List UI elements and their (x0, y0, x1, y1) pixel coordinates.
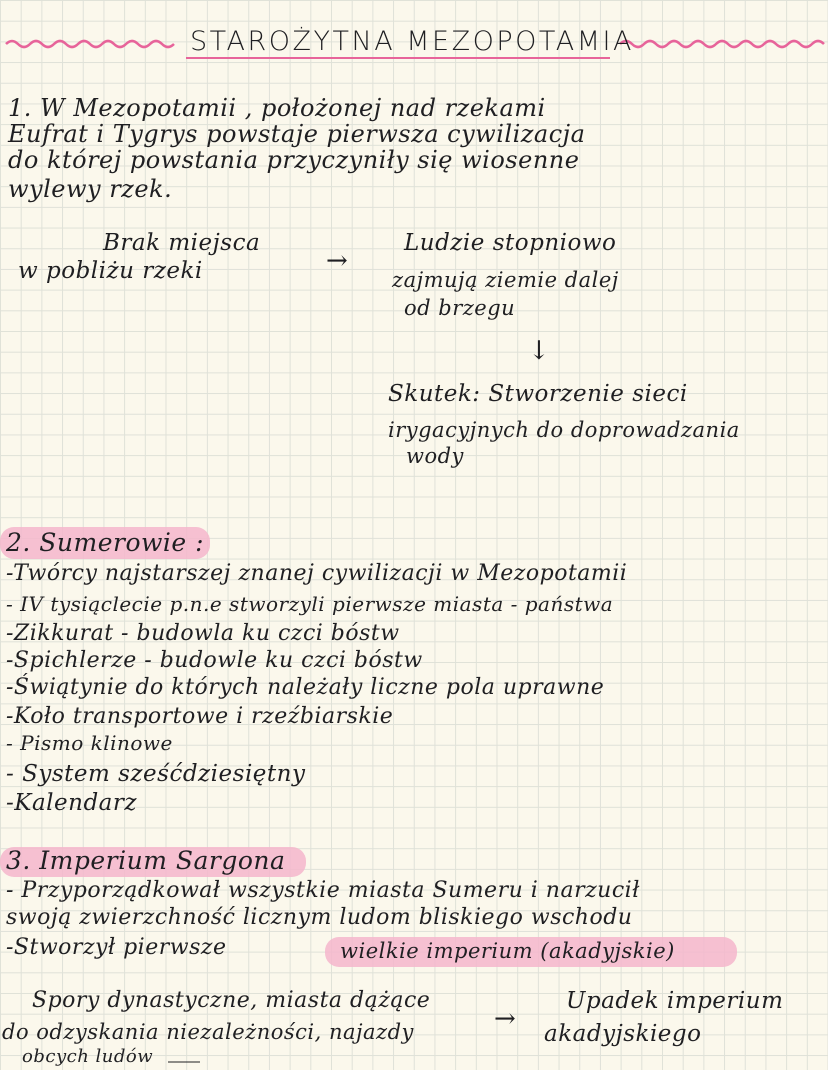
s3-line-1: - Przyporządkował wszystkie miasta Sumeru i narzucił (6, 878, 640, 903)
s3-cause-line-3: obcych ludów (22, 1046, 154, 1067)
s2-item-7: - Pismo klinowe (6, 731, 173, 755)
s1-result-line-3: od brzegu (404, 296, 516, 320)
s1-line-4: wylewy rzek. (8, 175, 173, 203)
s3-cause-line-2: do odzyskania niezależności, najazdy (2, 1020, 414, 1044)
s1-effect-line-1: Skutek: Stworzenie sieci (388, 381, 688, 407)
s2-item-8: - System sześćdziesiętny (6, 761, 306, 787)
s3-line-2: swoją zwierzchność licznym ludom bliskiego wschodu (6, 905, 633, 930)
s1-cause-line-2: w pobliżu rzeki (18, 258, 203, 284)
title-wave-left (6, 41, 174, 47)
s3-result-line-2: akadyjskiego (544, 1021, 702, 1047)
s2-item-3: -Zikkurat - budowla ku czci bóstw (6, 621, 400, 646)
s2-item-6: -Koło transportowe i rzeźbiarskie (6, 704, 394, 729)
s2-item-4: -Spichlerze - budowle ku czci bóstw (6, 648, 423, 673)
s1-result-line-1: Ludzie stopniowo (404, 230, 617, 256)
s3-heading: 3. Imperium Sargona (6, 846, 286, 875)
s2-item-5: -Świątynie do których należały liczne pola uprawne (6, 675, 605, 700)
arrow-right-icon-2: → (494, 1004, 516, 1034)
s2-item-2: - IV tysiąclecie p.n.e stworzyli pierwsze miasta - państwa (6, 592, 614, 616)
s1-effect-line-3: wody (406, 444, 464, 468)
s1-result-line-2: zajmują ziemie dalej (392, 268, 619, 292)
s3-imperium-text: wielkie imperium (akadyjskie) (340, 939, 675, 963)
s1-line-3: do której powstania przyczyniły się wiosenne (8, 146, 580, 174)
s1-cause-line-1: Brak miejsca (103, 230, 261, 256)
s1-line-2: Eufrat i Tygrys powstaje pierwsza cywilizacja (8, 120, 586, 148)
s2-item-9: -Kalendarz (6, 790, 137, 816)
s3-result-line-1: Upadek imperium (566, 988, 784, 1014)
s2-heading: 2. Sumerowie : (6, 528, 205, 557)
arrow-right-icon: → (326, 246, 348, 276)
arrow-down-icon: ↓ (528, 336, 550, 366)
s2-item-1: -Twórcy najstarszej znanej cywilizacji w Mezopotamii (6, 561, 628, 586)
s1-line-1: 1. W Mezopotamii , położonej nad rzekami (8, 94, 546, 122)
s1-effect-line-2: irygacyjnych do doprowadzania (388, 418, 740, 442)
s3-cause-line-1: Spory dynastyczne, miasta dążące (32, 988, 431, 1013)
s3-line-3: -Stworzył pierwsze (6, 935, 227, 960)
title-wave-right (620, 41, 824, 47)
page-title: STAROŻYTNA MEZOPOTAMIA (190, 26, 634, 57)
